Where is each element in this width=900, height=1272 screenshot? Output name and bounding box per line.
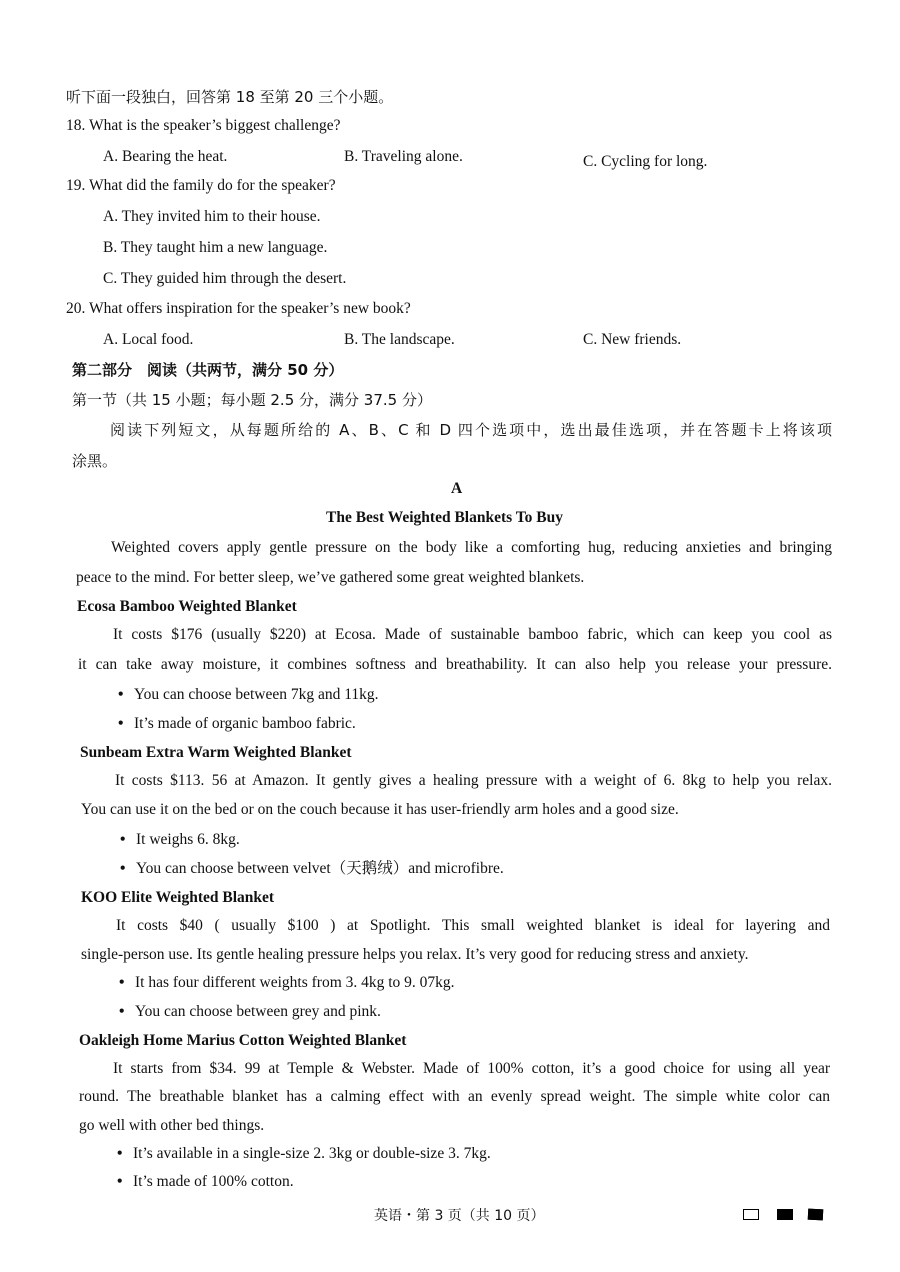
item-bullet: • It’s made of 100% cotton.: [117, 1172, 294, 1192]
item-bullet: • It’s made of organic bamboo fabric.: [118, 714, 356, 734]
q20-option-a: A. Local food.: [103, 331, 194, 348]
outline-rectangle-mark: [743, 1209, 759, 1220]
item-text-line: single-person use. Its gentle healing pressure helps you relax. It’s very good for reducing stress and anxiety.: [81, 946, 749, 963]
item-text-line: You can use it on the bed or on the couch because it has user-friendly arm holes and a good size.: [81, 801, 679, 818]
question-20: 20. What offers inspiration for the speaker’s new book?: [66, 300, 411, 317]
passage-title: The Best Weighted Blankets To Buy: [326, 509, 564, 526]
item-heading: Ecosa Bamboo Weighted Blanket: [77, 598, 297, 615]
item-bullet: • It’s available in a single-size 2. 3kg or double-size 3. 7kg.: [117, 1144, 491, 1164]
q18-option-b: B. Traveling alone.: [344, 148, 463, 165]
q20-option-c: C. New friends.: [583, 331, 682, 348]
part-title: 第二部分 阅读（共两节，满分 50 分）: [72, 361, 344, 379]
item-text-line: go well with other bed things.: [79, 1117, 265, 1134]
q19-option-c: C. They guided him through the desert.: [103, 270, 347, 287]
item-text-line: It costs $40 ( usually $100 ) at Spotlight. This small weighted blanket is ideal for layering and: [116, 917, 830, 934]
filled-rectangle-mark: [808, 1209, 824, 1221]
q19-option-a: A. They invited him to their house.: [103, 208, 321, 225]
item-text-line: round. The breathable blanket has a calming effect with an evenly spread weight. The simple white color can: [79, 1088, 830, 1105]
item-bullet: • You can choose between grey and pink.: [119, 1002, 381, 1022]
intro-line-1: Weighted covers apply gentle pressure on the body like a comforting hug, reducing anxieties and bringing: [111, 539, 832, 556]
item-text-line: It costs $176 (usually $220) at Ecosa. Made of sustainable bamboo fabric, which can keep you cool as: [113, 626, 832, 643]
q18-option-a: A. Bearing the heat.: [103, 148, 228, 165]
passage-letter: A: [451, 480, 463, 497]
item-text-line: It starts from $34. 99 at Temple & Webster. Made of 100% cotton, it’s a good choice for using all year: [113, 1060, 830, 1077]
item-bullet: • You can choose between 7kg and 11kg.: [118, 685, 379, 705]
question-19: 19. What did the family do for the speaker?: [66, 177, 336, 194]
item-heading: KOO Elite Weighted Blanket: [81, 889, 275, 906]
q18-option-c: C. Cycling for long.: [583, 153, 708, 170]
listening-intro: 听下面一段独白，回答第 18 至第 20 三个小题。: [66, 88, 394, 106]
section-title: 第一节（共 15 小题；每小题 2.5 分，满分 37.5 分）: [72, 391, 432, 409]
intro-line-2: peace to the mind. For better sleep, we’ve gathered some great weighted blankets.: [76, 569, 585, 586]
filled-rectangle-mark: [777, 1209, 793, 1220]
item-text-line: It costs $113. 56 at Amazon. It gently gives a healing pressure with a weight of 6. 8kg to help you relax.: [115, 772, 832, 789]
item-bullet: • It weighs 6. 8kg.: [120, 830, 240, 850]
q19-option-b: B. They taught him a new language.: [103, 239, 328, 256]
item-bullet: • You can choose between velvet（天鹅绒）and microfibre.: [120, 859, 504, 879]
item-text-line: it can take away moisture, it combines softness and breathability. It can also help you release your pressure.: [78, 656, 832, 673]
q20-option-b: B. The landscape.: [344, 331, 455, 348]
item-heading: Sunbeam Extra Warm Weighted Blanket: [80, 744, 352, 761]
page-footer: 英语・第 3 页（共 10 页）: [374, 1208, 545, 1224]
item-bullet: • It has four different weights from 3. 4kg to 9. 07kg.: [119, 973, 455, 993]
item-heading: Oakleigh Home Marius Cotton Weighted Blanket: [79, 1032, 407, 1049]
question-18: 18. What is the speaker’s biggest challenge?: [66, 117, 341, 134]
instructions-line-1: 阅读下列短文，从每题所给的 A、B、C 和 D 四个选项中，选出最佳选项，并在答题卡上将该项: [110, 421, 832, 439]
instructions-line-2: 涂黑。: [72, 452, 118, 470]
